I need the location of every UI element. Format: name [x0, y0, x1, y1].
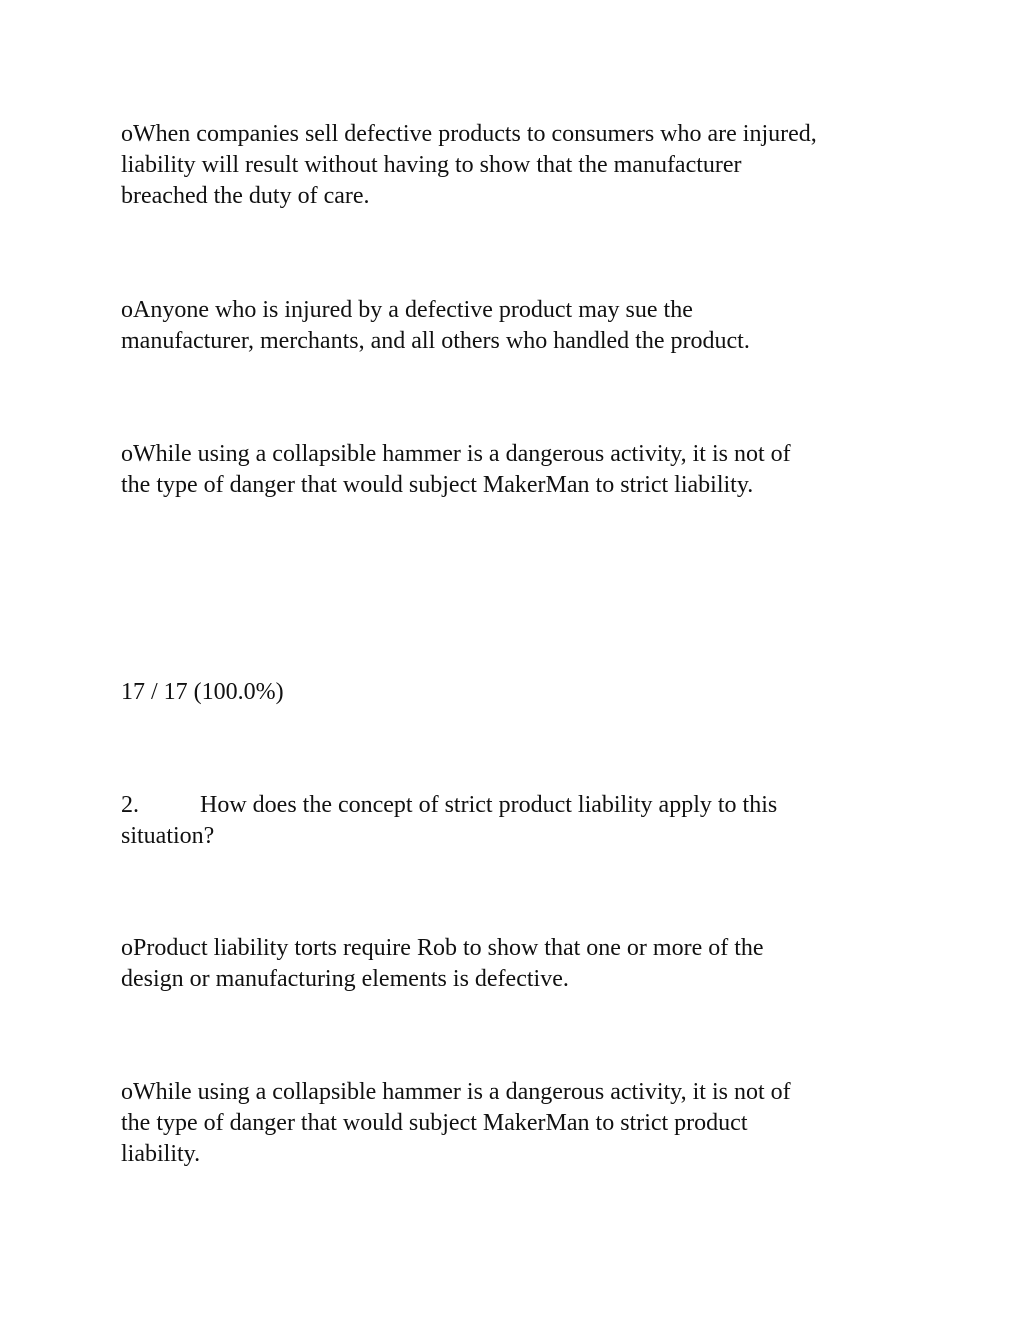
question-2 [121, 790, 911, 852]
answer-product-liability-torts: oProduct liability torts require Rob to show that one or more of the design or manufacturing elements is defective. [121, 935, 764, 992]
paragraph-anyone-injured: oAnyone who is injured by a defective product may sue the manufacturer, merchants, and all others who handled the product. [121, 297, 750, 354]
paragraph-defective-products-liability: oWhen companies sell defective products to consumers who are injured, liability will result without having to show that the manufacturer breached the duty of care. [121, 121, 817, 209]
answer-collapsible-hammer: oWhile using a collapsible hammer is a dangerous activity, it is not of the type of danger that would subject MakerMan to strict product liability. [121, 1079, 791, 1167]
paragraph-collapsible-hammer: oWhile using a collapsible hammer is a dangerous activity, it is not of the type of danger that would subject MakerMan to strict liability. [121, 441, 791, 498]
score-text: 17 / 17 (100.0%) [121, 679, 284, 705]
question-text: How does the concept of strict product liability apply to this situation? [121, 792, 778, 849]
question-number: 2. [121, 792, 139, 818]
